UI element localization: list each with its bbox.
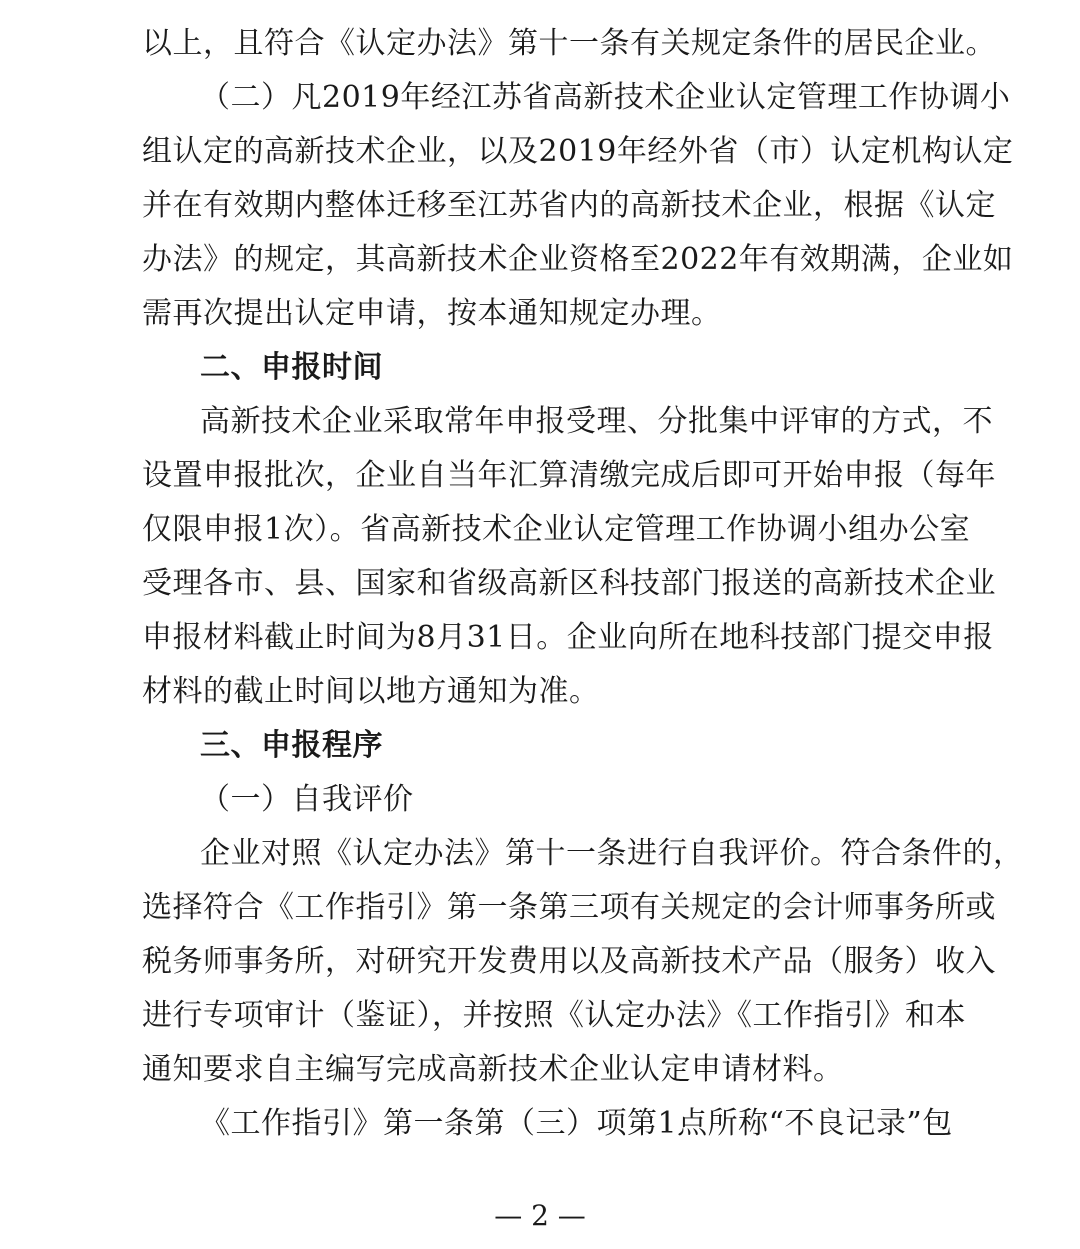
paragraph-line: 并在有效期内整体迁移至江苏省内的高新技术企业，根据《认定 — [142, 188, 996, 223]
paragraph-line: 仅限申报1次）。省高新技术企业认定管理工作协调小组办公室 — [142, 512, 971, 547]
paragraph-line: 进行专项审计（鉴证），并按照《认定办法》《工作指引》和本 — [142, 998, 966, 1033]
paragraph-line: 选择符合《工作指引》第一条第三项有关规定的会计师事务所或 — [142, 890, 996, 925]
section-heading-application-procedure: 三、申报程序 — [200, 728, 383, 763]
paragraph-line: 申报材料截止时间为8月31日。企业向所在地科技部门提交申报 — [142, 620, 994, 655]
paragraph-line: 组认定的高新技术企业，以及2019年经外省（市）认定机构认定 — [142, 134, 1014, 169]
paragraph-line: 材料的截止时间以地方通知为准。 — [142, 674, 600, 709]
page-number: — 2 — — [494, 1199, 586, 1232]
paragraph-line: 设置申报批次，企业自当年汇算清缴完成后即可开始申报（每年 — [142, 458, 996, 493]
paragraph-line: 企业对照《认定办法》第十一条进行自我评价。符合条件的， — [200, 836, 1024, 871]
paragraph-line: （二）凡2019年经江苏省高新技术企业认定管理工作协调小 — [200, 80, 1011, 115]
paragraph-line: 通知要求自主编写完成高新技术企业认定申请材料。 — [142, 1052, 844, 1087]
paragraph-line: 《工作指引》第一条第（三）项第1点所称“不良记录”包 — [200, 1106, 953, 1141]
subsection-heading-self-evaluation: （一）自我评价 — [200, 782, 414, 817]
paragraph-line: 高新技术企业采取常年申报受理、分批集中评审的方式，不 — [200, 404, 993, 439]
paragraph-line: 以上，且符合《认定办法》第十一条有关规定条件的居民企业。 — [142, 26, 996, 61]
section-heading-application-time: 二、申报时间 — [200, 350, 383, 385]
paragraph-line: 需再次提出认定申请，按本通知规定办理。 — [142, 296, 722, 331]
paragraph-line: 税务师事务所，对研究开发费用以及高新技术产品（服务）收入 — [142, 944, 996, 979]
paragraph-line: 受理各市、县、国家和省级高新区科技部门报送的高新技术企业 — [142, 566, 996, 601]
paragraph-line: 办法》的规定，其高新技术企业资格至2022年有效期满，企业如 — [142, 242, 1014, 277]
